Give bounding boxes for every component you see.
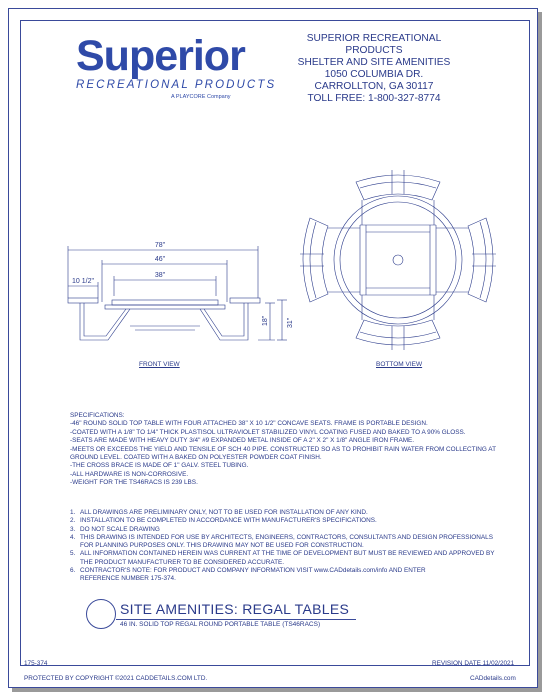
note-item: 2. INSTALLATION TO BE COMPLETED IN ACCORDANCE WITH MANUFACTURER'S SPECIFICATIONS. xyxy=(70,517,377,525)
drawing-subtitle: 46 IN. SOLID TOP REGAL ROUND PORTABLE TABLE (TS46RACS) xyxy=(120,621,321,628)
front-view-drawing xyxy=(60,236,305,376)
title-marker-circle xyxy=(86,599,116,629)
bottom-view-drawing xyxy=(300,170,500,360)
dim-overall-label: 78" xyxy=(154,242,166,249)
dim-seat-height-label: 18" xyxy=(262,315,269,326)
dim-inner-label: 38" xyxy=(154,272,166,279)
revision-date: REVISION DATE 11/02/2021 xyxy=(432,660,515,667)
reference-number: 175-374 xyxy=(24,660,48,667)
note-item: 4. THIS DRAWING IS INTENDED FOR USE BY ARCHITECTS, ENGINEERS, CONTRACTORS, CONSULTANTS AND DESIGN PROFESSIONALS xyxy=(70,533,493,541)
note-item: REFERENCE NUMBER 175-374. xyxy=(80,575,176,583)
address-line: CARROLLTON, GA 30117 xyxy=(314,81,434,92)
company-logo-subtitle: RECREATIONAL PRODUCTS xyxy=(76,79,277,91)
address-line: SHELTER AND SITE AMENITIES xyxy=(297,57,451,68)
sheet-shadow xyxy=(538,12,542,692)
spec-line: -46" ROUND SOLID TOP TABLE WITH FOUR ATTACHED 38" X 10 1/2" CONCAVE SEATS. FRAME IS PORTABLE DESIGN. xyxy=(70,420,428,428)
note-item: 6. CONTRACTOR'S NOTE: FOR PRODUCT AND COMPANY INFORMATION VISIT www.CADdetails.com/info AND ENTER xyxy=(70,567,426,575)
address-line: TOLL FREE: 1-800-327-8774 xyxy=(307,93,441,104)
dim-seat-label: 10 1/2" xyxy=(72,278,94,285)
general-notes xyxy=(70,509,510,584)
spec-line: -SEATS ARE MADE WITH HEAVY DUTY 3/4" #9 EXPANDED METAL INSIDE OF A 2" X 2" X 1/8" ANGLE IRON FRAME. xyxy=(70,437,415,445)
bottom-view-label: BOTTOM VIEW xyxy=(376,361,423,368)
website-link[interactable]: CADdetails.com xyxy=(470,675,516,682)
note-item: FOR PLANNING PURPOSES ONLY. THIS DRAWING MAY NOT BE USED FOR CONSTRUCTION. xyxy=(80,542,364,550)
spec-line: GROUND LEVEL. COATED WITH A BAKED ON POLYESTER POWDER COAT FINISH. xyxy=(70,454,322,462)
note-item: 5. ALL INFORMATION CONTAINED HEREIN WAS CURRENT AT THE TIME OF DEVELOPMENT BUT MUST BE REVIEWED AND APPROVED BY xyxy=(70,550,495,558)
spec-line: -ALL HARDWARE IS NON-CORROSIVE. xyxy=(70,470,189,478)
spec-line: -WEIGHT FOR THE TS46RACS IS 239 LBS. xyxy=(70,479,198,487)
specifications-block xyxy=(70,412,510,488)
copyright-notice: PROTECTED BY COPYRIGHT ©2021 CADDETAILS.COM LTD. xyxy=(24,675,208,682)
address-line: SUPERIOR RECREATIONAL PRODUCTS xyxy=(306,33,442,56)
front-view-label: FRONT VIEW xyxy=(139,361,180,368)
note-item: THE PRODUCT MANUFACTURER TO BE CONSIDERED ACCURATE. xyxy=(80,558,285,566)
sheet-shadow xyxy=(12,688,542,692)
spec-line: -THE CROSS BRACE IS MADE OF 1" GALV. STEEL TUBING. xyxy=(70,462,249,470)
title-divider xyxy=(116,619,356,620)
address-line: 1050 COLUMBIA DR. xyxy=(324,69,424,80)
spec-line: -MEETS OR EXCEEDS THE YIELD AND TENSILE OF SCH 40 PIPE. CONSTRUCTED SO AS TO PROHIBIT RAIN WATER FROM COLLECTING AT xyxy=(70,445,497,453)
dim-table-height-label: 31" xyxy=(287,317,294,328)
drawing-title: SITE AMENITIES: REGAL TABLES xyxy=(120,601,350,617)
dim-top-label: 46" xyxy=(154,256,166,263)
company-address xyxy=(280,33,468,105)
spec-line: SPECIFICATIONS: xyxy=(70,412,125,419)
note-item: 1. ALL DRAWINGS ARE PRELIMINARY ONLY, NOT TO BE USED FOR INSTALLATION OF ANY KIND. xyxy=(70,509,368,516)
spec-line: -COATED WITH A 1/8" TO 1/4" THICK PLASTISOL ULTRAVIOLET STABILIZED VINYL COATING FUSED AND BAKED TO A 90% GLOSS. xyxy=(70,428,466,436)
note-item: 3. DO NOT SCALE DRAWING xyxy=(70,525,160,533)
company-logo-tagline: A PLAYCORE Company xyxy=(171,94,231,100)
company-logo: Superior xyxy=(76,32,245,80)
